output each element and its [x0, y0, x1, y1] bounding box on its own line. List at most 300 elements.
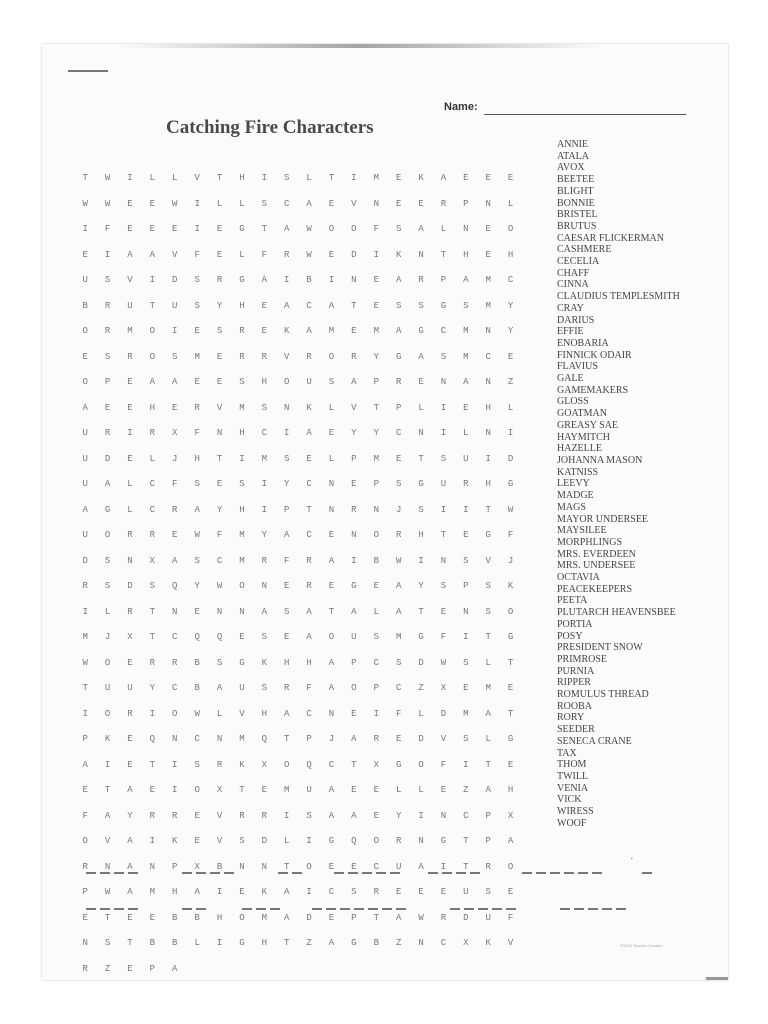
grid-letter: R	[351, 504, 357, 515]
word-list-item: BRISTEL	[557, 209, 598, 221]
grid-letter: A	[306, 606, 312, 617]
grid-letter: L	[239, 249, 245, 260]
grid-letter: S	[261, 198, 268, 209]
grid-letter: L	[373, 606, 379, 617]
grid-letter: E	[284, 632, 290, 642]
grid-letter: T	[261, 224, 268, 234]
grid-letter: E	[373, 810, 379, 821]
word-list-item: MAGS	[557, 501, 586, 513]
grid-letter: G	[440, 300, 447, 311]
grid-letter: H	[239, 173, 245, 183]
grid-letter: S	[463, 657, 469, 668]
grid-letter: E	[440, 785, 447, 795]
grid-letter: I	[440, 861, 447, 872]
grid-letter: E	[440, 887, 447, 897]
word-list-item: CHAFF	[557, 267, 590, 279]
grid-letter: A	[395, 912, 402, 923]
grid-letter: S	[104, 555, 111, 566]
grid-letter: O	[149, 351, 156, 362]
grid-letter: L	[149, 173, 156, 183]
grid-letter: G	[418, 326, 424, 336]
grid-letter: S	[261, 632, 268, 642]
answer-blank-group	[334, 864, 400, 876]
grid-letter: P	[351, 657, 357, 668]
word-list-item: BRUTUS	[557, 220, 597, 232]
grid-letter: T	[328, 173, 335, 183]
grid-letter: R	[82, 581, 88, 591]
grid-letter: O	[104, 657, 111, 668]
grid-letter: E	[149, 912, 156, 923]
grid-letter: S	[418, 300, 424, 311]
grid-letter: Y	[127, 810, 133, 821]
grid-letter: U	[440, 479, 447, 489]
grid-letter: O	[104, 530, 111, 540]
grid-letter: E	[127, 377, 133, 387]
grid-letter: X	[261, 759, 268, 770]
grid-letter: A	[463, 377, 469, 387]
grid-letter: N	[216, 606, 223, 617]
grid-letter: K	[172, 836, 178, 846]
grid-letter: Y	[261, 530, 268, 540]
grid-letter: G	[507, 479, 514, 489]
grid-letter: R	[172, 810, 178, 821]
grid-letter: S	[463, 300, 469, 311]
grid-letter: N	[261, 581, 268, 591]
word-list-item: FLAVIUS	[557, 361, 598, 373]
grid-letter: F	[507, 530, 514, 540]
word-list-item: THOM	[557, 759, 587, 771]
answer-blank-group	[182, 900, 206, 912]
grid-letter: N	[127, 555, 133, 566]
grid-letter: A	[82, 504, 88, 515]
grid-letter: Y	[507, 326, 514, 336]
grid-letter: E	[373, 300, 379, 311]
grid-letter: O	[284, 377, 290, 387]
grid-letter: D	[261, 836, 268, 846]
grid-letter: N	[418, 938, 424, 948]
word-list-item: MAYOR UNDERSEE	[557, 513, 649, 525]
grid-letter: A	[440, 173, 447, 183]
grid-letter: O	[507, 606, 514, 617]
grid-letter: A	[328, 810, 335, 821]
grid-letter: D	[507, 453, 514, 464]
grid-letter: E	[194, 377, 200, 387]
grid-letter: F	[194, 428, 200, 438]
grid-letter: P	[149, 963, 156, 974]
grid-letter: I	[306, 887, 312, 897]
grid-letter: I	[127, 173, 133, 183]
word-list-item: MAYSILEE	[557, 525, 607, 537]
grid-letter: G	[507, 734, 514, 744]
grid-letter: R	[104, 428, 111, 438]
grid-letter: E	[127, 224, 133, 234]
grid-letter: W	[194, 708, 200, 719]
grid-letter: Q	[194, 632, 200, 642]
grid-letter: C	[507, 275, 514, 285]
grid-letter: M	[373, 173, 379, 183]
grid-letter: S	[463, 734, 469, 744]
grid-letter: D	[351, 249, 357, 260]
grid-letter: R	[284, 249, 290, 260]
grid-letter: E	[127, 759, 133, 770]
grid-letter: H	[261, 377, 268, 387]
grid-letter: Y	[216, 504, 223, 515]
grid-letter: W	[306, 224, 312, 234]
grid-letter: E	[172, 224, 178, 234]
grid-letter: S	[418, 504, 424, 515]
grid-letter: R	[216, 275, 223, 285]
grid-letter: N	[485, 377, 491, 387]
grid-letter: S	[261, 402, 268, 413]
grid-letter: W	[104, 173, 111, 183]
worksheet-title: Catching Fire Characters	[166, 117, 374, 138]
grid-letter: C	[440, 326, 447, 336]
grid-letter: N	[418, 836, 424, 846]
grid-letter: I	[216, 887, 223, 897]
grid-letter: V	[485, 555, 491, 566]
grid-letter: T	[351, 300, 357, 311]
grid-letter: L	[485, 657, 491, 668]
grid-letter: A	[82, 759, 88, 770]
grid-letter: U	[463, 887, 469, 897]
grid-letter: A	[149, 377, 156, 387]
grid-letter: E	[507, 683, 514, 693]
grid-letter: M	[328, 326, 335, 336]
grid-letter: U	[306, 785, 312, 795]
grid-letter: Y	[216, 300, 223, 311]
grid-letter: H	[172, 887, 178, 897]
word-list-item: BONNIE	[557, 197, 595, 209]
grid-letter: U	[463, 453, 469, 464]
word-list-item: RIPPER	[557, 677, 591, 689]
grid-letter: R	[149, 530, 156, 540]
grid-letter: R	[485, 861, 491, 872]
grid-letter: R	[149, 657, 156, 668]
grid-letter: A	[328, 657, 335, 668]
grid-letter: A	[284, 300, 290, 311]
grid-letter: I	[463, 632, 469, 642]
grid-letter: E	[373, 275, 379, 285]
word-list-item: ENOBARIA	[557, 337, 609, 349]
grid-letter: E	[395, 734, 402, 744]
grid-letter: D	[127, 581, 133, 591]
grid-letter: G	[440, 836, 447, 846]
grid-letter: A	[82, 402, 88, 413]
grid-letter: H	[261, 938, 268, 948]
grid-letter: E	[149, 224, 156, 234]
word-list-item: CAESAR FLICKERMAN	[557, 232, 664, 244]
grid-letter: E	[149, 198, 156, 209]
grid-letter: C	[373, 657, 379, 668]
grid-letter: C	[194, 734, 200, 744]
grid-letter: R	[395, 377, 402, 387]
grid-letter: J	[172, 453, 178, 464]
grid-letter: I	[172, 785, 178, 795]
grid-letter: O	[82, 377, 88, 387]
grid-letter: I	[284, 275, 290, 285]
grid-letter: M	[239, 530, 245, 540]
grid-letter: A	[395, 275, 402, 285]
grid-letter: R	[194, 402, 200, 413]
grid-letter: U	[82, 453, 88, 464]
grid-letter: W	[395, 555, 402, 566]
grid-letter: T	[216, 173, 223, 183]
grid-letter: L	[507, 402, 514, 413]
grid-letter: E	[127, 198, 133, 209]
word-list-item: PEETA	[557, 595, 588, 607]
grid-letter: V	[104, 836, 111, 846]
grid-letter: L	[485, 734, 491, 744]
grid-letter: I	[306, 836, 312, 846]
grid-letter: O	[351, 224, 357, 234]
grid-letter: T	[328, 606, 335, 617]
word-list-item: KATNISS	[557, 466, 599, 478]
grid-letter: C	[328, 887, 335, 897]
grid-letter: I	[440, 402, 447, 413]
grid-letter: T	[463, 861, 469, 872]
grid-letter: B	[82, 300, 88, 311]
grid-letter: E	[328, 428, 335, 438]
grid-letter: T	[82, 683, 88, 693]
grid-letter: A	[127, 785, 133, 795]
grid-letter: N	[418, 249, 424, 260]
grid-letter: I	[172, 326, 178, 336]
answer-blank-group	[522, 864, 602, 876]
grid-letter: R	[149, 428, 156, 438]
grid-letter: E	[507, 759, 514, 770]
grid-letter: E	[351, 479, 357, 489]
grid-letter: E	[82, 249, 88, 260]
grid-letter: M	[463, 351, 469, 362]
grid-letter: H	[418, 530, 424, 540]
grid-letter: G	[239, 657, 245, 668]
grid-letter: T	[373, 402, 379, 413]
grid-letter: H	[507, 785, 514, 795]
grid-letter: E	[507, 351, 514, 362]
grid-letter: N	[485, 198, 491, 209]
grid-letter: Z	[306, 938, 312, 948]
grid-letter: O	[328, 351, 335, 362]
grid-letter: E	[127, 657, 133, 668]
grid-letter: I	[104, 759, 111, 770]
grid-letter: P	[463, 198, 469, 209]
grid-letter: D	[104, 453, 111, 464]
grid-letter: R	[395, 530, 402, 540]
grid-letter: I	[351, 555, 357, 566]
grid-letter: S	[463, 555, 469, 566]
grid-letter: H	[216, 912, 223, 923]
grid-letter: Y	[373, 351, 379, 362]
grid-letter: L	[104, 606, 111, 617]
grid-letter: F	[261, 249, 268, 260]
grid-letter: A	[306, 428, 312, 438]
word-list-item: CRAY	[557, 302, 584, 314]
grid-letter: A	[284, 912, 290, 923]
grid-letter: L	[239, 198, 245, 209]
grid-letter: T	[149, 632, 156, 642]
grid-letter: N	[328, 479, 335, 489]
grid-letter: Q	[149, 734, 156, 744]
grid-letter: E	[216, 224, 223, 234]
grid-letter: T	[284, 938, 290, 948]
grid-letter: F	[440, 632, 447, 642]
grid-letter: I	[373, 249, 379, 260]
grid-letter: G	[418, 632, 424, 642]
word-list-item: CLAUDIUS TEMPLESMITH	[557, 291, 680, 303]
grid-letter: T	[485, 759, 491, 770]
grid-letter: E	[395, 173, 402, 183]
grid-letter: H	[149, 402, 156, 413]
word-list-item: MRS. EVERDEEN	[557, 548, 636, 560]
grid-letter: C	[172, 632, 178, 642]
grid-letter: E	[418, 198, 424, 209]
grid-letter: E	[485, 173, 491, 183]
grid-letter: A	[351, 810, 357, 821]
grid-letter: A	[351, 606, 357, 617]
grid-letter: S	[239, 836, 245, 846]
grid-letter: M	[373, 453, 379, 464]
grid-letter: K	[284, 326, 290, 336]
grid-letter: G	[485, 530, 491, 540]
grid-letter: E	[261, 300, 268, 311]
grid-letter: T	[82, 173, 88, 183]
grid-letter: I	[127, 428, 133, 438]
grid-letter: N	[485, 326, 491, 336]
grid-letter: W	[104, 198, 111, 209]
grid-letter: G	[418, 479, 424, 489]
grid-letter: A	[104, 479, 111, 489]
grid-letter: X	[507, 810, 514, 821]
grid-letter: S	[440, 351, 447, 362]
grid-letter: I	[261, 504, 268, 515]
grid-letter: C	[149, 479, 156, 489]
grid-letter: H	[261, 708, 268, 719]
grid-letter: L	[172, 173, 178, 183]
grid-letter: G	[239, 938, 245, 948]
word-list-item: WOOF	[557, 817, 587, 829]
grid-letter: N	[418, 428, 424, 438]
grid-letter: E	[395, 453, 402, 464]
grid-letter: I	[463, 759, 469, 770]
grid-letter: E	[239, 632, 245, 642]
word-list-item: MADGE	[557, 490, 594, 502]
grid-letter: F	[194, 249, 200, 260]
grid-letter: P	[440, 275, 447, 285]
grid-letter: Y	[149, 683, 156, 693]
apostrophe-mark: '	[631, 856, 633, 866]
grid-letter: G	[395, 759, 402, 770]
grid-letter: K	[261, 887, 268, 897]
grid-letter: H	[284, 657, 290, 668]
grid-letter: O	[373, 530, 379, 540]
grid-letter: N	[104, 861, 111, 872]
grid-letter: I	[440, 504, 447, 515]
grid-letter: T	[373, 912, 379, 923]
word-list-item: POSY	[557, 630, 583, 642]
grid-letter: O	[172, 708, 178, 719]
grid-letter: Y	[418, 581, 424, 591]
grid-letter: A	[149, 249, 156, 260]
grid-letter: T	[149, 300, 156, 311]
word-list-item: AVOX	[557, 162, 585, 174]
grid-letter: O	[328, 224, 335, 234]
grid-letter: S	[194, 300, 200, 311]
grid-letter: R	[127, 530, 133, 540]
grid-letter: P	[306, 734, 312, 744]
word-list-item: ANNIE	[557, 139, 589, 150]
grid-letter: N	[239, 606, 245, 617]
grid-letter: A	[395, 581, 402, 591]
grid-letter: N	[261, 861, 268, 872]
grid-letter: I	[261, 173, 268, 183]
word-list-item: TAX	[557, 747, 577, 759]
grid-letter: C	[172, 683, 178, 693]
grid-letter: C	[306, 530, 312, 540]
grid-letter: N	[239, 861, 245, 872]
grid-letter: R	[104, 326, 111, 336]
grid-letter: C	[216, 555, 223, 566]
grid-letter: V	[440, 734, 447, 744]
grid-letter: I	[418, 810, 424, 821]
grid-letter: N	[216, 428, 223, 438]
grid-letter: H	[485, 479, 491, 489]
grid-letter: S	[104, 938, 111, 948]
word-list-item: CECELIA	[557, 256, 600, 268]
grid-letter: A	[328, 683, 335, 693]
grid-letter: E	[239, 887, 245, 897]
grid-letter: S	[284, 173, 290, 183]
grid-letter: R	[82, 861, 88, 872]
grid-letter: L	[507, 198, 514, 209]
grid-letter: I	[82, 606, 88, 617]
grid-letter: K	[239, 759, 245, 770]
grid-letter: F	[373, 224, 379, 234]
grid-letter: F	[172, 479, 178, 489]
grid-letter: T	[127, 938, 133, 948]
grid-letter: R	[149, 810, 156, 821]
grid-letter: I	[418, 555, 424, 566]
grid-letter: E	[216, 377, 223, 387]
grid-letter: Q	[351, 836, 357, 846]
word-list-item: SENECA CRANE	[557, 735, 632, 747]
grid-letter: S	[194, 555, 200, 566]
grid-letter: E	[194, 836, 200, 846]
grid-letter: G	[239, 224, 245, 234]
grid-letter: A	[485, 785, 491, 795]
grid-letter: T	[104, 912, 111, 923]
grid-letter: U	[104, 683, 111, 693]
grid-letter: O	[328, 632, 335, 642]
grid-letter: N	[216, 734, 223, 744]
grid-letter: I	[172, 759, 178, 770]
word-list-item: VICK	[557, 794, 582, 806]
grid-letter: N	[373, 504, 379, 515]
grid-letter: A	[172, 555, 178, 566]
grid-letter: I	[373, 708, 379, 719]
grid-letter: L	[328, 453, 335, 464]
grid-letter: A	[216, 683, 223, 693]
word-list-item: PRESIDENT SNOW	[557, 642, 643, 654]
grid-letter: E	[351, 785, 357, 795]
word-list-item: ATALA	[557, 150, 589, 162]
grid-letter: U	[127, 300, 133, 311]
grid-letter: M	[463, 708, 469, 719]
grid-letter: I	[194, 224, 200, 234]
word-list-item: MORPHLINGS	[557, 536, 623, 548]
grid-letter: W	[194, 530, 200, 540]
grid-letter: P	[463, 581, 469, 591]
grid-letter: G	[395, 351, 402, 362]
